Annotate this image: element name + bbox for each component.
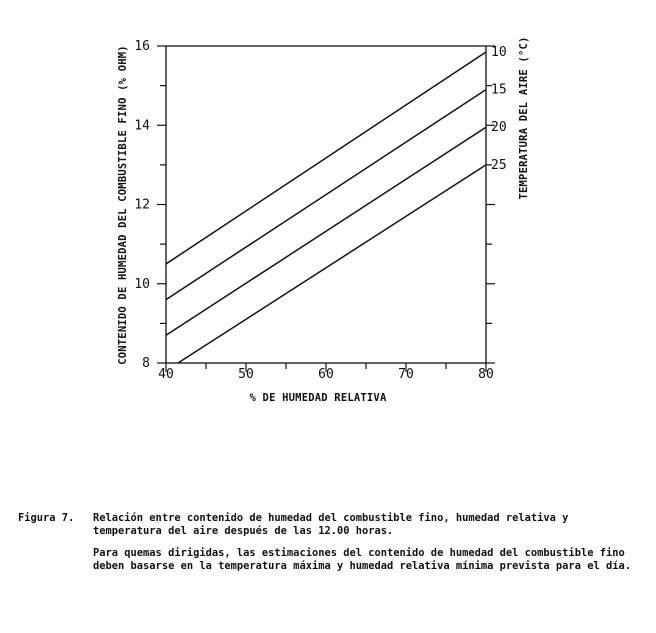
figure-caption [18,512,643,572]
y-tick-label: 8 [142,356,150,371]
series-labels [491,45,507,173]
plot-frame [166,46,486,363]
series-label-20: 20 [491,120,507,136]
x-axis-label: % DE HUMEDAD RELATIVA [249,392,387,404]
y-tick-label: 16 [134,39,150,54]
series-line-25 [178,165,486,363]
series-lines [166,52,486,363]
series-label-10: 10 [491,44,507,60]
x-tick-label: 70 [398,367,414,382]
series-label-25: 25 [491,157,507,173]
x-tick-label: 80 [478,367,494,382]
left-axis-ticks [157,46,166,363]
y2-axis-label: TEMPERATURA DEL AIRE (°C) [518,36,530,200]
series-label-15: 15 [491,82,507,98]
x-tick-label: 40 [158,367,174,382]
y-tick-label: 10 [134,276,150,292]
figure-note: Para quemas dirigidas, las estimaciones del contenido de humedad del combustible fino deben basarse en la temperatura máxima y humedad relativa mínima prevista para el día. [93,547,631,572]
y-tick-label: 14 [134,118,150,134]
figure-description: Relación entre contenido de humedad del combustible fino, humedad relativa y temperatura del aire después de las 12.00 horas. [93,512,569,537]
x-tick-label: 50 [238,367,254,382]
y-axis-label: CONTENIDO DE HUMEDAD DEL COMBUSTIBLE FINO (% OHM) [117,45,129,365]
figure-label: Figura 7. [18,512,75,524]
x-tick-label: 60 [318,367,334,382]
tick-labels [134,39,493,382]
y-tick-label: 12 [134,197,150,213]
